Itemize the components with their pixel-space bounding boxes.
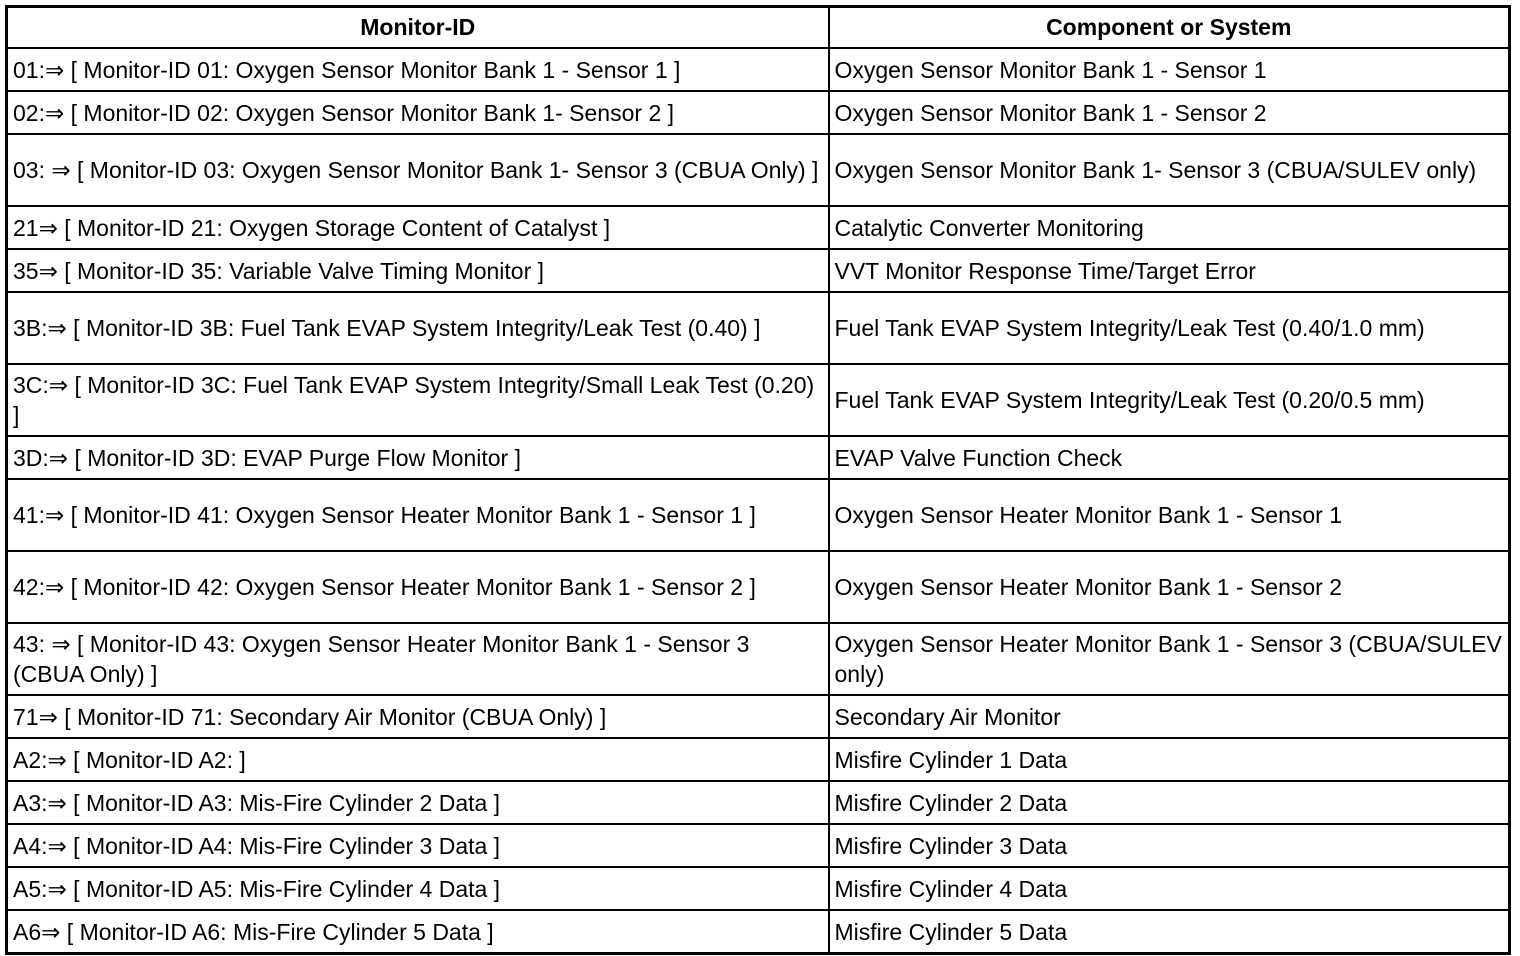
component-cell: Misfire Cylinder 2 Data xyxy=(829,781,1510,824)
component-cell: Oxygen Sensor Monitor Bank 1 - Sensor 1 xyxy=(829,48,1510,91)
component-cell: Fuel Tank EVAP System Integrity/Leak Test (0.40/1.0 mm) xyxy=(829,292,1510,364)
table-row xyxy=(7,781,1510,824)
component-cell: Fuel Tank EVAP System Integrity/Leak Test (0.20/0.5 mm) xyxy=(829,364,1510,436)
component-cell: VVT Monitor Response Time/Target Error xyxy=(829,249,1510,292)
component-cell: Misfire Cylinder 3 Data xyxy=(829,824,1510,867)
monitor-id-cell: 3C:⇒ [ Monitor-ID 3C: Fuel Tank EVAP System Integrity/Small Leak Test (0.20) ] xyxy=(7,364,829,436)
table-row xyxy=(7,206,1510,249)
header-component-or-system: Component or System xyxy=(829,7,1510,49)
table-row xyxy=(7,292,1510,364)
table-row xyxy=(7,364,1510,436)
monitor-id-cell: A3:⇒ [ Monitor-ID A3: Mis-Fire Cylinder 2 Data ] xyxy=(7,781,829,824)
table-row xyxy=(7,695,1510,738)
table-row xyxy=(7,623,1510,695)
monitor-id-cell: 35⇒ [ Monitor-ID 35: Variable Valve Timing Monitor ] xyxy=(7,249,829,292)
table-row xyxy=(7,867,1510,910)
component-cell: Oxygen Sensor Monitor Bank 1 - Sensor 2 xyxy=(829,91,1510,134)
monitor-id-cell: 03: ⇒ [ Monitor-ID 03: Oxygen Sensor Monitor Bank 1- Sensor 3 (CBUA Only) ] xyxy=(7,134,829,206)
component-cell: Catalytic Converter Monitoring xyxy=(829,206,1510,249)
monitor-id-cell: A5:⇒ [ Monitor-ID A5: Mis-Fire Cylinder 4 Data ] xyxy=(7,867,829,910)
table-row xyxy=(7,134,1510,206)
table-row xyxy=(7,436,1510,479)
monitor-id-cell: 3B:⇒ [ Monitor-ID 3B: Fuel Tank EVAP System Integrity/Leak Test (0.40) ] xyxy=(7,292,829,364)
monitor-id-cell: 42:⇒ [ Monitor-ID 42: Oxygen Sensor Heater Monitor Bank 1 - Sensor 2 ] xyxy=(7,551,829,623)
component-cell: Oxygen Sensor Heater Monitor Bank 1 - Sensor 3 (CBUA/SULEV only) xyxy=(829,623,1510,695)
monitor-id-cell: 41:⇒ [ Monitor-ID 41: Oxygen Sensor Heater Monitor Bank 1 - Sensor 1 ] xyxy=(7,479,829,551)
component-cell: Oxygen Sensor Heater Monitor Bank 1 - Sensor 2 xyxy=(829,551,1510,623)
table-row xyxy=(7,479,1510,551)
monitor-id-table xyxy=(5,5,1511,955)
monitor-id-cell: 02:⇒ [ Monitor-ID 02: Oxygen Sensor Monitor Bank 1- Sensor 2 ] xyxy=(7,91,829,134)
component-cell: Misfire Cylinder 4 Data xyxy=(829,867,1510,910)
monitor-id-cell: 01:⇒ [ Monitor-ID 01: Oxygen Sensor Monitor Bank 1 - Sensor 1 ] xyxy=(7,48,829,91)
monitor-id-cell: 3D:⇒ [ Monitor-ID 3D: EVAP Purge Flow Monitor ] xyxy=(7,436,829,479)
table-row xyxy=(7,551,1510,623)
table-row xyxy=(7,824,1510,867)
table-row xyxy=(7,738,1510,781)
monitor-id-cell: 21⇒ [ Monitor-ID 21: Oxygen Storage Content of Catalyst ] xyxy=(7,206,829,249)
component-cell: Misfire Cylinder 5 Data xyxy=(829,910,1510,954)
monitor-id-cell: A2:⇒ [ Monitor-ID A2: ] xyxy=(7,738,829,781)
header-monitor-id: Monitor-ID xyxy=(7,7,829,49)
table-row xyxy=(7,910,1510,954)
table-header-row xyxy=(7,7,1510,49)
monitor-id-cell: A4:⇒ [ Monitor-ID A4: Mis-Fire Cylinder 3 Data ] xyxy=(7,824,829,867)
monitor-id-cell: 43: ⇒ [ Monitor-ID 43: Oxygen Sensor Heater Monitor Bank 1 - Sensor 3 (CBUA Only) ] xyxy=(7,623,829,695)
component-cell: Oxygen Sensor Heater Monitor Bank 1 - Sensor 1 xyxy=(829,479,1510,551)
monitor-id-cell: 71⇒ [ Monitor-ID 71: Secondary Air Monitor (CBUA Only) ] xyxy=(7,695,829,738)
table-row xyxy=(7,91,1510,134)
component-cell: Oxygen Sensor Monitor Bank 1- Sensor 3 (CBUA/SULEV only) xyxy=(829,134,1510,206)
component-cell: EVAP Valve Function Check xyxy=(829,436,1510,479)
monitor-id-cell: A6⇒ [ Monitor-ID A6: Mis-Fire Cylinder 5 Data ] xyxy=(7,910,829,954)
component-cell: Secondary Air Monitor xyxy=(829,695,1510,738)
component-cell: Misfire Cylinder 1 Data xyxy=(829,738,1510,781)
table-row xyxy=(7,249,1510,292)
table-row xyxy=(7,48,1510,91)
